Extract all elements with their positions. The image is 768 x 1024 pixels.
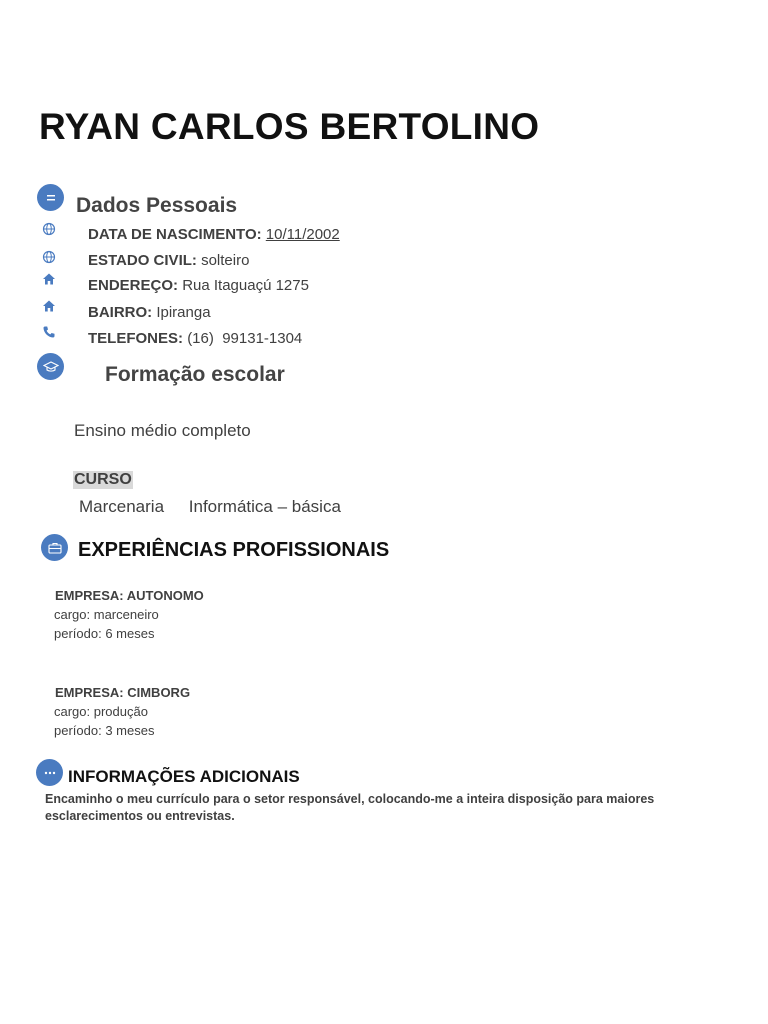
address-label: ENDEREÇO: <box>88 277 179 294</box>
address-row <box>88 277 309 294</box>
briefcase-icon <box>41 534 68 561</box>
home-icon <box>41 271 57 287</box>
address-value: Rua Itaguaçú 1275 <box>182 277 309 294</box>
civil-status-value: solteiro <box>201 252 250 269</box>
additional-info-title: INFORMAÇÕES ADICIONAIS <box>68 767 300 786</box>
candidate-name: RYAN CARLOS BERTOLINO <box>39 106 540 147</box>
globe-icon <box>41 221 57 237</box>
phone-row <box>88 330 302 347</box>
neighborhood-row <box>88 304 211 321</box>
home-icon <box>41 298 57 314</box>
civil-status-label: ESTADO CIVIL: <box>88 252 197 269</box>
phone-icon <box>41 324 57 340</box>
job-role: cargo: marceneiro <box>54 607 159 622</box>
birth-date-value: 10/11/2002 <box>265 226 340 243</box>
personal-data-title: Dados Pessoais <box>76 194 238 217</box>
globe-icon <box>41 249 57 265</box>
education-level: Ensino médio completo <box>74 421 251 440</box>
additional-info-text: Encaminho o meu currículo para o setor responsável, colocando-me a inteira disposição para maiores esclarecimentos ou entrevistas. <box>45 792 655 823</box>
birth-date-row <box>88 226 340 243</box>
job-period: período: 3 meses <box>54 723 155 738</box>
job-period: período: 6 meses <box>54 626 155 641</box>
neighborhood-value: Ipiranga <box>156 304 211 321</box>
course-list <box>79 497 361 517</box>
civil-status-row <box>88 252 249 269</box>
graduation-cap-icon <box>37 353 64 380</box>
course-item: Informática – básica <box>188 497 341 516</box>
course-item: Marcenaria <box>79 497 165 516</box>
job-role: cargo: produção <box>54 704 148 719</box>
job-company: EMPRESA: CIMBORG <box>55 685 191 700</box>
job-company: EMPRESA: AUTONOMO <box>55 588 204 603</box>
more-icon <box>36 759 63 786</box>
experience-title: EXPERIÊNCIAS PROFISSIONAIS <box>78 539 390 561</box>
birth-date-label: DATA DE NASCIMENTO: <box>88 226 262 243</box>
list-icon <box>37 184 64 211</box>
phone-value: (16) 99131-1304 <box>187 330 303 347</box>
phone-label: TELEFONES: <box>88 330 184 347</box>
course-label: CURSO <box>74 471 132 488</box>
neighborhood-label: BAIRRO: <box>88 304 153 321</box>
education-title: Formação escolar <box>105 363 285 386</box>
